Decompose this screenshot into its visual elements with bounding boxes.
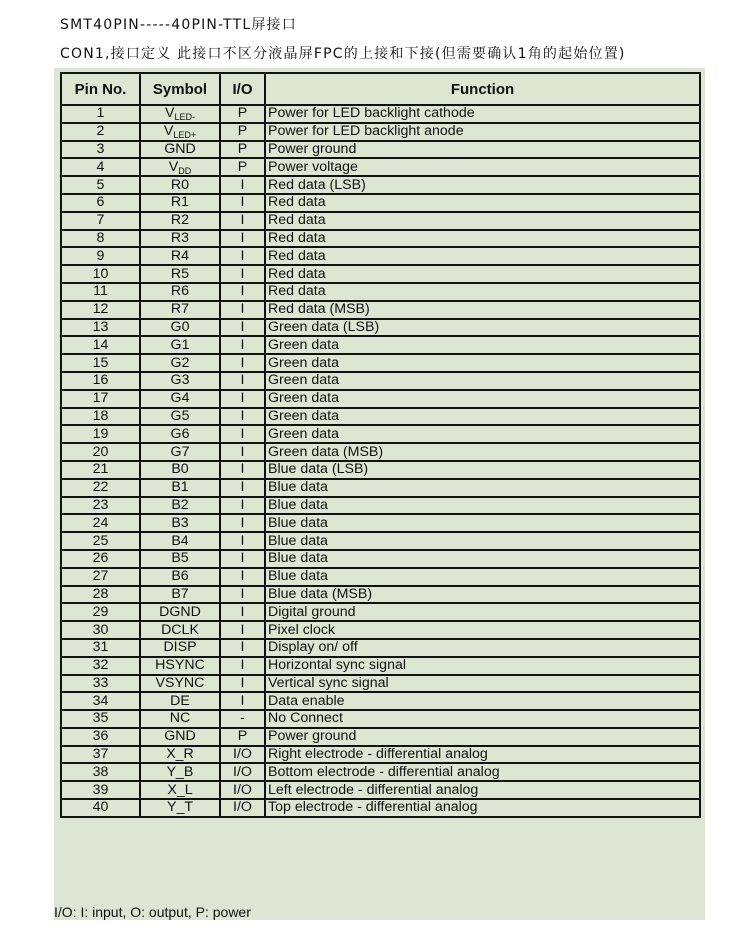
pin-io: I <box>220 657 265 675</box>
pin-number: 19 <box>61 425 140 443</box>
pin-function: Power ground <box>265 728 700 746</box>
header-io: I/O <box>220 73 265 105</box>
pin-io: I <box>220 283 265 301</box>
pin-function: Vertical sync signal <box>265 675 700 693</box>
table-row <box>61 230 700 248</box>
pin-number: 10 <box>61 265 140 283</box>
pin-function: Green data <box>265 336 700 354</box>
pin-io: I <box>220 336 265 354</box>
pin-io: I/O <box>220 746 265 764</box>
pin-io: I/O <box>220 799 265 817</box>
pin-symbol <box>140 461 220 479</box>
pin-number: 16 <box>61 372 140 390</box>
symbol-text: X_R <box>166 746 194 763</box>
symbol-text: B3 <box>171 514 189 531</box>
pin-number: 35 <box>61 710 140 728</box>
pin-io: I <box>220 550 265 568</box>
pin-symbol <box>140 514 220 532</box>
table-row <box>61 354 700 372</box>
table-row <box>61 586 700 604</box>
pin-symbol <box>140 283 220 301</box>
pin-io: I <box>220 176 265 194</box>
symbol-subscript: LED- <box>174 112 195 123</box>
pin-io: I <box>220 425 265 443</box>
pin-symbol <box>140 586 220 604</box>
symbol-text: HSYNC <box>155 657 205 674</box>
pin-number: 20 <box>61 443 140 461</box>
pin-number: 7 <box>61 212 140 230</box>
pin-symbol <box>140 710 220 728</box>
pin-number: 23 <box>61 497 140 515</box>
pin-symbol <box>140 390 220 408</box>
symbol-text: DISP <box>163 639 197 656</box>
pin-symbol <box>140 158 220 176</box>
pin-symbol <box>140 781 220 799</box>
pin-symbol <box>140 675 220 693</box>
pin-io: I <box>220 692 265 710</box>
table-row <box>61 461 700 479</box>
pin-symbol <box>140 692 220 710</box>
pin-io: P <box>220 158 265 176</box>
pin-io: I <box>220 212 265 230</box>
page-title: SMT40PIN-----40PIN-TTL屏接口 <box>60 17 297 33</box>
pin-number: 26 <box>61 550 140 568</box>
pin-io: I <box>220 301 265 319</box>
pin-io: P <box>220 141 265 159</box>
pin-symbol <box>140 408 220 426</box>
pin-symbol <box>140 194 220 212</box>
pin-table <box>60 72 701 818</box>
table-row <box>61 372 700 390</box>
pin-symbol <box>140 265 220 283</box>
pin-io: I <box>220 319 265 337</box>
symbol-text: DE <box>170 692 190 709</box>
table-row <box>61 799 700 817</box>
pin-symbol <box>140 372 220 390</box>
pin-io: I <box>220 479 265 497</box>
pin-function: Blue data <box>265 568 700 586</box>
pin-symbol <box>140 425 220 443</box>
symbol-text: G6 <box>170 425 190 442</box>
pin-io: I <box>220 194 265 212</box>
pin-io: I <box>220 586 265 604</box>
pin-io: I <box>220 532 265 550</box>
pin-function: Green data <box>265 425 700 443</box>
pin-number: 25 <box>61 532 140 550</box>
pin-function: Power for LED backlight cathode <box>265 105 700 123</box>
pin-function: Horizontal sync signal <box>265 657 700 675</box>
pin-io: I/O <box>220 781 265 799</box>
pin-symbol <box>140 212 220 230</box>
pin-io: I <box>220 514 265 532</box>
table-row <box>61 692 700 710</box>
symbol-subscript: DD <box>178 165 192 176</box>
pin-number: 31 <box>61 639 140 657</box>
symbol-text: R3 <box>170 229 190 246</box>
pin-number: 36 <box>61 728 140 746</box>
pin-function: Power ground <box>265 141 700 159</box>
pin-number: 34 <box>61 692 140 710</box>
symbol-text: G2 <box>170 354 190 371</box>
pin-function: Display on/ off <box>265 639 700 657</box>
table-row <box>61 247 700 265</box>
pin-symbol <box>140 123 220 141</box>
pin-symbol <box>140 247 220 265</box>
page-subtitle: CON1,接口定义 此接口不区分液晶屏FPC的上接和下接(但需要确认1角的起始位置) <box>60 46 626 62</box>
pin-io: I/O <box>220 763 265 781</box>
pin-number: 40 <box>61 799 140 817</box>
symbol-text: R2 <box>170 212 190 229</box>
pin-symbol <box>140 105 220 123</box>
pin-number: 32 <box>61 657 140 675</box>
pin-function: No Connect <box>265 710 700 728</box>
symbol-text: V <box>163 123 174 140</box>
table-row <box>61 319 700 337</box>
table-row <box>61 425 700 443</box>
table-row <box>61 141 700 159</box>
header-function: Function <box>265 73 700 105</box>
pin-number: 38 <box>61 763 140 781</box>
table-header-row <box>61 73 700 105</box>
pin-function: Green data <box>265 354 700 372</box>
table-row <box>61 728 700 746</box>
pin-io: I <box>220 461 265 479</box>
table-row <box>61 336 700 354</box>
symbol-text: G5 <box>170 407 190 424</box>
pin-symbol <box>140 728 220 746</box>
table-row <box>61 763 700 781</box>
pin-symbol <box>140 550 220 568</box>
symbol-text: B7 <box>171 585 189 602</box>
symbol-text: X_L <box>167 781 193 798</box>
symbol-text: GND <box>164 140 196 157</box>
table-row <box>61 657 700 675</box>
pin-function: Red data (MSB) <box>265 301 700 319</box>
table-row <box>61 265 700 283</box>
pin-io: I <box>220 675 265 693</box>
pin-io: I <box>220 265 265 283</box>
pin-function: Data enable <box>265 692 700 710</box>
symbol-text: B5 <box>171 550 189 567</box>
table-row <box>61 212 700 230</box>
pin-io: P <box>220 105 265 123</box>
table-row <box>61 568 700 586</box>
table-row <box>61 194 700 212</box>
pin-function: Red data (LSB) <box>265 176 700 194</box>
pin-number: 17 <box>61 390 140 408</box>
pin-symbol <box>140 141 220 159</box>
symbol-text: R0 <box>170 176 190 193</box>
table-row <box>61 408 700 426</box>
pin-symbol <box>140 621 220 639</box>
pin-number: 5 <box>61 176 140 194</box>
pin-symbol <box>140 639 220 657</box>
pin-function: Blue data <box>265 532 700 550</box>
table-row <box>61 639 700 657</box>
pin-function: Red data <box>265 212 700 230</box>
pin-symbol <box>140 230 220 248</box>
io-legend: I/O: I: input, O: output, P: power <box>54 904 251 920</box>
table-row <box>61 710 700 728</box>
symbol-text: B1 <box>171 479 189 496</box>
pin-function: Blue data <box>265 550 700 568</box>
pin-number: 8 <box>61 230 140 248</box>
pin-function: Right electrode - differential analog <box>265 746 700 764</box>
symbol-text: B6 <box>171 568 189 585</box>
symbol-text: B0 <box>171 461 189 478</box>
pin-function: Blue data <box>265 514 700 532</box>
table-row <box>61 390 700 408</box>
pin-io: - <box>220 710 265 728</box>
symbol-text: G1 <box>170 336 190 353</box>
pin-io: P <box>220 123 265 141</box>
pin-symbol <box>140 319 220 337</box>
table-row <box>61 283 700 301</box>
pin-io: I <box>220 443 265 461</box>
pin-function: Green data (LSB) <box>265 319 700 337</box>
symbol-text: GND <box>164 728 196 745</box>
pin-io: I <box>220 568 265 586</box>
pin-io: I <box>220 639 265 657</box>
pin-io: P <box>220 728 265 746</box>
pin-number: 4 <box>61 158 140 176</box>
pin-symbol <box>140 443 220 461</box>
symbol-text: B4 <box>171 532 189 549</box>
table-row <box>61 603 700 621</box>
pin-symbol <box>140 479 220 497</box>
pin-number: 28 <box>61 586 140 604</box>
pin-number: 18 <box>61 408 140 426</box>
symbol-text: G3 <box>170 372 190 389</box>
header-symbol: Symbol <box>140 73 220 105</box>
symbol-text: NC <box>169 710 191 727</box>
table-row <box>61 105 700 123</box>
pin-io: I <box>220 354 265 372</box>
table-row <box>61 550 700 568</box>
table-body <box>61 105 700 817</box>
symbol-text: G0 <box>170 318 190 335</box>
pin-function: Pixel clock <box>265 621 700 639</box>
pin-function: Blue data (MSB) <box>265 586 700 604</box>
pin-number: 9 <box>61 247 140 265</box>
pin-number: 1 <box>61 105 140 123</box>
pin-number: 15 <box>61 354 140 372</box>
pin-function: Power for LED backlight anode <box>265 123 700 141</box>
pin-symbol <box>140 301 220 319</box>
pin-function: Green data <box>265 408 700 426</box>
pin-symbol <box>140 354 220 372</box>
pin-io: I <box>220 247 265 265</box>
pin-function: Red data <box>265 283 700 301</box>
pin-number: 6 <box>61 194 140 212</box>
pin-io: I <box>220 390 265 408</box>
pin-number: 27 <box>61 568 140 586</box>
pin-symbol <box>140 603 220 621</box>
table-row <box>61 497 700 515</box>
pin-number: 13 <box>61 319 140 337</box>
pin-function: Green data (MSB) <box>265 443 700 461</box>
pin-function: Blue data <box>265 479 700 497</box>
pin-symbol <box>140 532 220 550</box>
pin-function: Top electrode - differential analog <box>265 799 700 817</box>
pin-number: 22 <box>61 479 140 497</box>
pin-number: 24 <box>61 514 140 532</box>
symbol-text: Y_B <box>166 763 194 780</box>
pin-number: 33 <box>61 675 140 693</box>
symbol-text: R7 <box>170 301 190 318</box>
pin-function: Green data <box>265 390 700 408</box>
pin-function: Blue data (LSB) <box>265 461 700 479</box>
pin-table-sheet <box>54 68 705 920</box>
pin-function: Power voltage <box>265 158 700 176</box>
symbol-text: R5 <box>170 265 190 282</box>
pin-symbol <box>140 657 220 675</box>
table-row <box>61 479 700 497</box>
symbol-text: R4 <box>170 247 190 264</box>
pin-number: 37 <box>61 746 140 764</box>
symbol-text: VSYNC <box>155 674 205 691</box>
symbol-text: G7 <box>170 443 190 460</box>
symbol-text: DCLK <box>161 621 199 638</box>
pin-io: I <box>220 230 265 248</box>
pin-number: 21 <box>61 461 140 479</box>
pin-function: Digital ground <box>265 603 700 621</box>
pin-symbol <box>140 746 220 764</box>
pin-symbol <box>140 336 220 354</box>
pin-function: Bottom electrode - differential analog <box>265 763 700 781</box>
pin-function: Red data <box>265 265 700 283</box>
pin-function: Blue data <box>265 497 700 515</box>
pin-symbol <box>140 799 220 817</box>
pin-function: Left electrode - differential analog <box>265 781 700 799</box>
pin-io: I <box>220 497 265 515</box>
pin-function: Red data <box>265 247 700 265</box>
pin-number: 39 <box>61 781 140 799</box>
symbol-text: V <box>165 105 175 122</box>
pin-symbol <box>140 497 220 515</box>
table-row <box>61 621 700 639</box>
pin-function: Red data <box>265 194 700 212</box>
pin-number: 12 <box>61 301 140 319</box>
pin-function: Green data <box>265 372 700 390</box>
table-row <box>61 675 700 693</box>
table-row <box>61 443 700 461</box>
table-row <box>61 746 700 764</box>
symbol-text: R1 <box>170 194 190 211</box>
symbol-text: B2 <box>171 496 189 513</box>
pin-number: 2 <box>61 123 140 141</box>
table-row <box>61 176 700 194</box>
pin-symbol <box>140 176 220 194</box>
symbol-text: G4 <box>170 390 190 407</box>
pin-io: I <box>220 621 265 639</box>
pin-io: I <box>220 603 265 621</box>
pin-number: 11 <box>61 283 140 301</box>
pin-number: 29 <box>61 603 140 621</box>
symbol-text: Y_T <box>166 799 194 816</box>
symbol-subscript: LED+ <box>173 130 197 141</box>
symbol-text: R6 <box>170 283 190 300</box>
table-row <box>61 123 700 141</box>
pin-number: 14 <box>61 336 140 354</box>
pin-number: 3 <box>61 141 140 159</box>
pin-function: Red data <box>265 230 700 248</box>
table-row <box>61 781 700 799</box>
symbol-text: V <box>168 158 179 175</box>
pin-symbol <box>140 763 220 781</box>
pin-io: I <box>220 372 265 390</box>
table-row <box>61 514 700 532</box>
table-row <box>61 532 700 550</box>
header-pin: Pin No. <box>61 73 140 105</box>
symbol-text: DGND <box>159 603 201 620</box>
pin-number: 30 <box>61 621 140 639</box>
pin-symbol <box>140 568 220 586</box>
pin-io: I <box>220 408 265 426</box>
table-row <box>61 158 700 176</box>
table-row <box>61 301 700 319</box>
